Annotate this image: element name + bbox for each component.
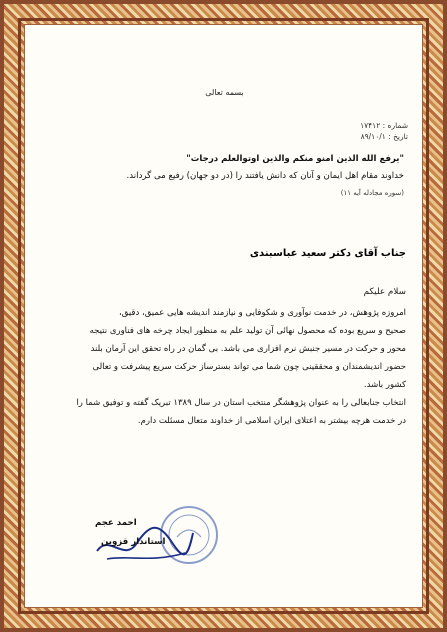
letter-meta [360,121,408,143]
signer-title: استاندار قزوین [101,537,166,547]
body-line: محور و حرکت در مسیر جنبش نرم افزاری می باشد. بی گمان در راه تحقق این آرمان بلند [90,344,406,354]
body-line: کشور باشد. [363,380,406,390]
recipient: جناب آقای دکتر سعید عباسبندی [249,248,406,259]
body-line: در خدمت هرچه بیشتر به اعتلای ایران اسلامی از خداوند متعال مسئلت دارم. [137,416,406,426]
verse-reference: (سوره مجادله آیه ۱۱) [340,189,404,197]
letter-header: بسمه تعالی [205,88,244,97]
verse-line-2: خداوند مقام اهل ایمان و آنان که دانش یافتند را (در دو جهان) رفیع می گرداند. [126,171,404,181]
letter-date: تاریخ : ۸۹/۱۰/۱ [360,132,408,141]
letter-paper [24,24,423,608]
body-line: حضور اندیشمندان و محققینی چون شما می تواند بسترساز حرکت سریع پیشرفت و تعالی [92,362,406,372]
signer-name: احمد عجم [95,518,137,528]
greeting: سلام علیکم [363,287,406,297]
body-line: امروزه پژوهش، در خدمت نوآوری و شکوفایی و نیازمند اندیشه هایی عمیق، دقیق، [119,308,406,318]
body-line: صحیح و سریع بوده که محصول نهائی آن تولید علم به منظور ایجاد چرخه های فناوری نتیجه [89,326,406,336]
verse-line-1: "یرفع الله الذین امنو منکم والذین اوتوالعلم درجات" [186,154,404,164]
letter-number: شماره : ۱۷۴۱۲ [360,121,408,130]
body-line: انتخاب جنابعالی را به عنوان پژوهشگر منتخب استان در سال ۱۳۸۹ تبریک گفته و توفیق شما را [76,398,406,408]
